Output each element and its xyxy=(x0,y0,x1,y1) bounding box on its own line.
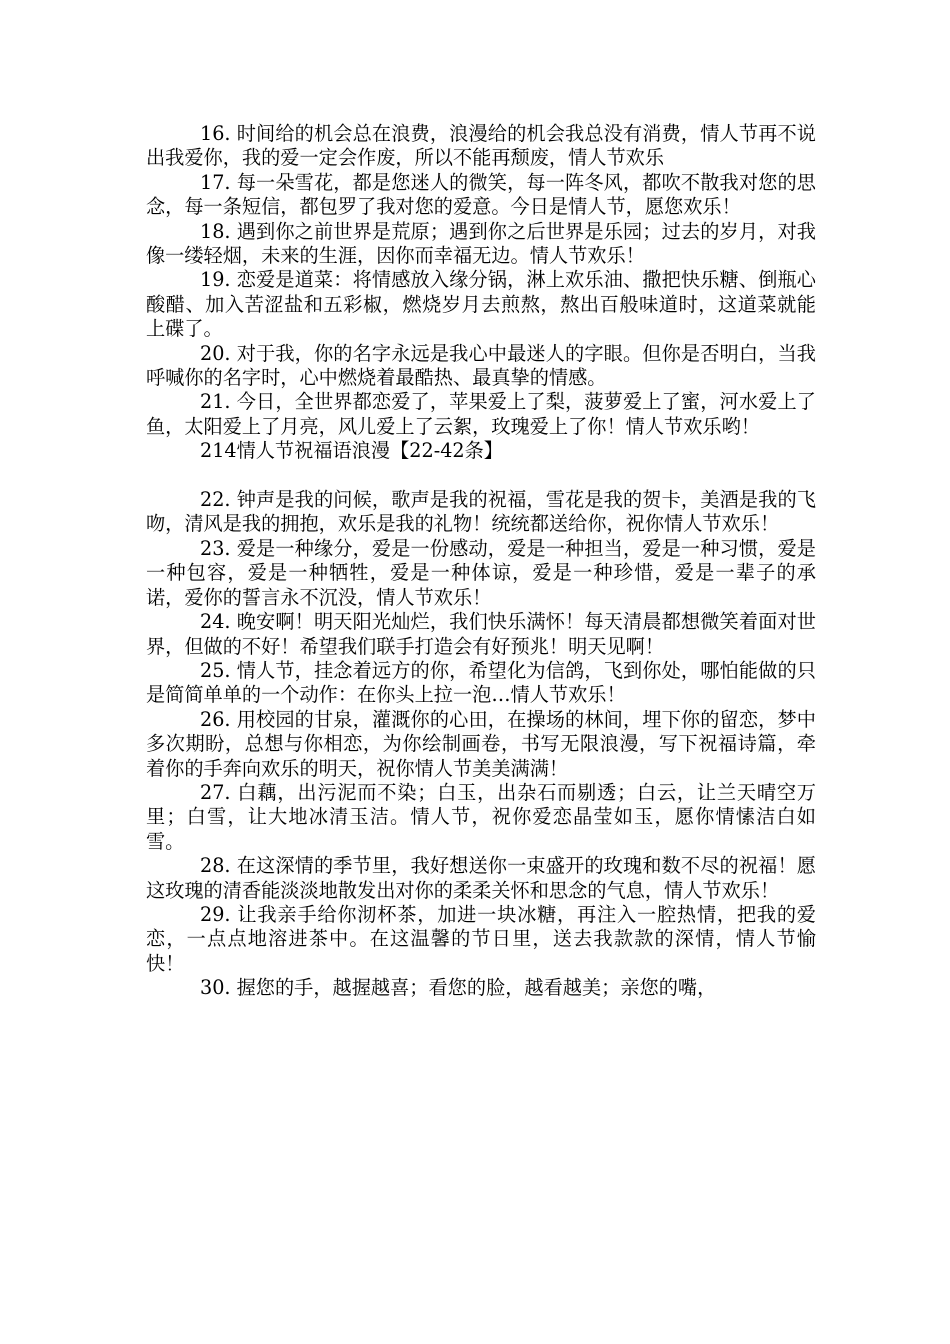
paragraph-27: 27. 白藕，出污泥而不染；白玉，出杂石而剔透；白云，让兰天晴空万里；白雪，让大地冰清玉洁。情人节，祝你爱恋晶莹如玉，愿你情愫洁白如雪。 xyxy=(146,780,816,853)
paragraph-29: 29. 让我亲手给你沏杯茶，加进一块冰糖，再注入一腔热情，把我的爱恋，一点点地溶进茶中。在这温馨的节日里，送去我款款的深情，情人节愉快！ xyxy=(146,902,816,975)
paragraph-16: 16. 时间给的机会总在浪费，浪漫给的机会我总没有消费，情人节再不说出我爱你，我的爱一定会作废，所以不能再颓废，情人节欢乐 xyxy=(146,122,816,170)
document-page xyxy=(146,122,816,1001)
paragraph-18: 18. 遇到你之前世界是荒原；遇到你之后世界是乐园；过去的岁月，对我像一缕轻烟，未来的生涯，因你而幸福无边。情人节欢乐！ xyxy=(146,219,816,268)
paragraph-30: 30. 握您的手，越握越喜；看您的脸，越看越美；亲您的嘴， xyxy=(200,976,717,1000)
paragraph-23: 23. 爱是一种缘分，爱是一份感动，爱是一种担当，爱是一种习惯，爱是一种包容，爱是一种牺牲，爱是一种体谅，爱是一种珍惜，爱是一辈子的承诺，爱你的誓言永不沉没，情人节欢乐！ xyxy=(146,536,816,609)
paragraph-24: 24. 晚安啊！明天阳光灿烂，我们快乐满怀！每天清晨都想微笑着面对世界，但做的不好！希望我们联手打造会有好预兆！明天见啊！ xyxy=(146,610,816,658)
paragraph-17: 17. 每一朵雪花，都是您迷人的微笑，每一阵冬风，都吹不散我对您的思念，每一条短信，都包罗了我对您的爱意。今日是情人节，愿您欢乐！ xyxy=(146,170,816,219)
paragraph-25: 25. 情人节，挂念着远方的你，希望化为信鸽，飞到你处，哪怕能做的只是简简单单的一个动作：在你头上拉一泡…情人节欢乐！ xyxy=(146,658,816,707)
paragraph-28: 28. 在这深情的季节里，我好想送你一束盛开的玫瑰和数不尽的祝福！愿这玫瑰的清香能淡淡地散发出对你的柔柔关怀和思念的气息，情人节欢乐！ xyxy=(146,854,816,902)
paragraph-26: 26. 用校园的甘泉，灌溉你的心田，在操场的林间，埋下你的留恋，梦中多次期盼，总想与你相恋，为你绘制画卷，书写无限浪漫，写下祝福诗篇，牵着你的手奔向欢乐的明天，祝你情人节美美满满！ xyxy=(146,707,816,780)
paragraph-19: 19. 恋爱是道菜：将情感放入缘分锅，淋上欢乐油、撒把快乐糖、倒瓶心酸醋、加入苦涩盐和五彩椒，燃烧岁月去煎熬，熬出百般味道时，这道菜就能上碟了。 xyxy=(146,268,816,341)
paragraph-22: 22. 钟声是我的问候，歌声是我的祝福，雪花是我的贺卡，美酒是我的飞吻，清风是我的拥抱，欢乐是我的礼物！统统都送给你，祝你情人节欢乐！ xyxy=(146,488,816,536)
section-heading: 214情人节祝福语浪漫【22-42条】 xyxy=(200,439,503,463)
paragraph-20: 20. 对于我，你的名字永远是我心中最迷人的字眼。但你是否明白，当我呼喊你的名字时，心中燃烧着最酷热、最真挚的情感。 xyxy=(146,341,816,390)
paragraph-21: 21. 今日，全世界都恋爱了，苹果爱上了梨，菠萝爱上了蜜，河水爱上了鱼，太阳爱上了月亮，风儿爱上了云絮，玫瑰爱上了你！情人节欢乐哟！ xyxy=(146,390,816,438)
